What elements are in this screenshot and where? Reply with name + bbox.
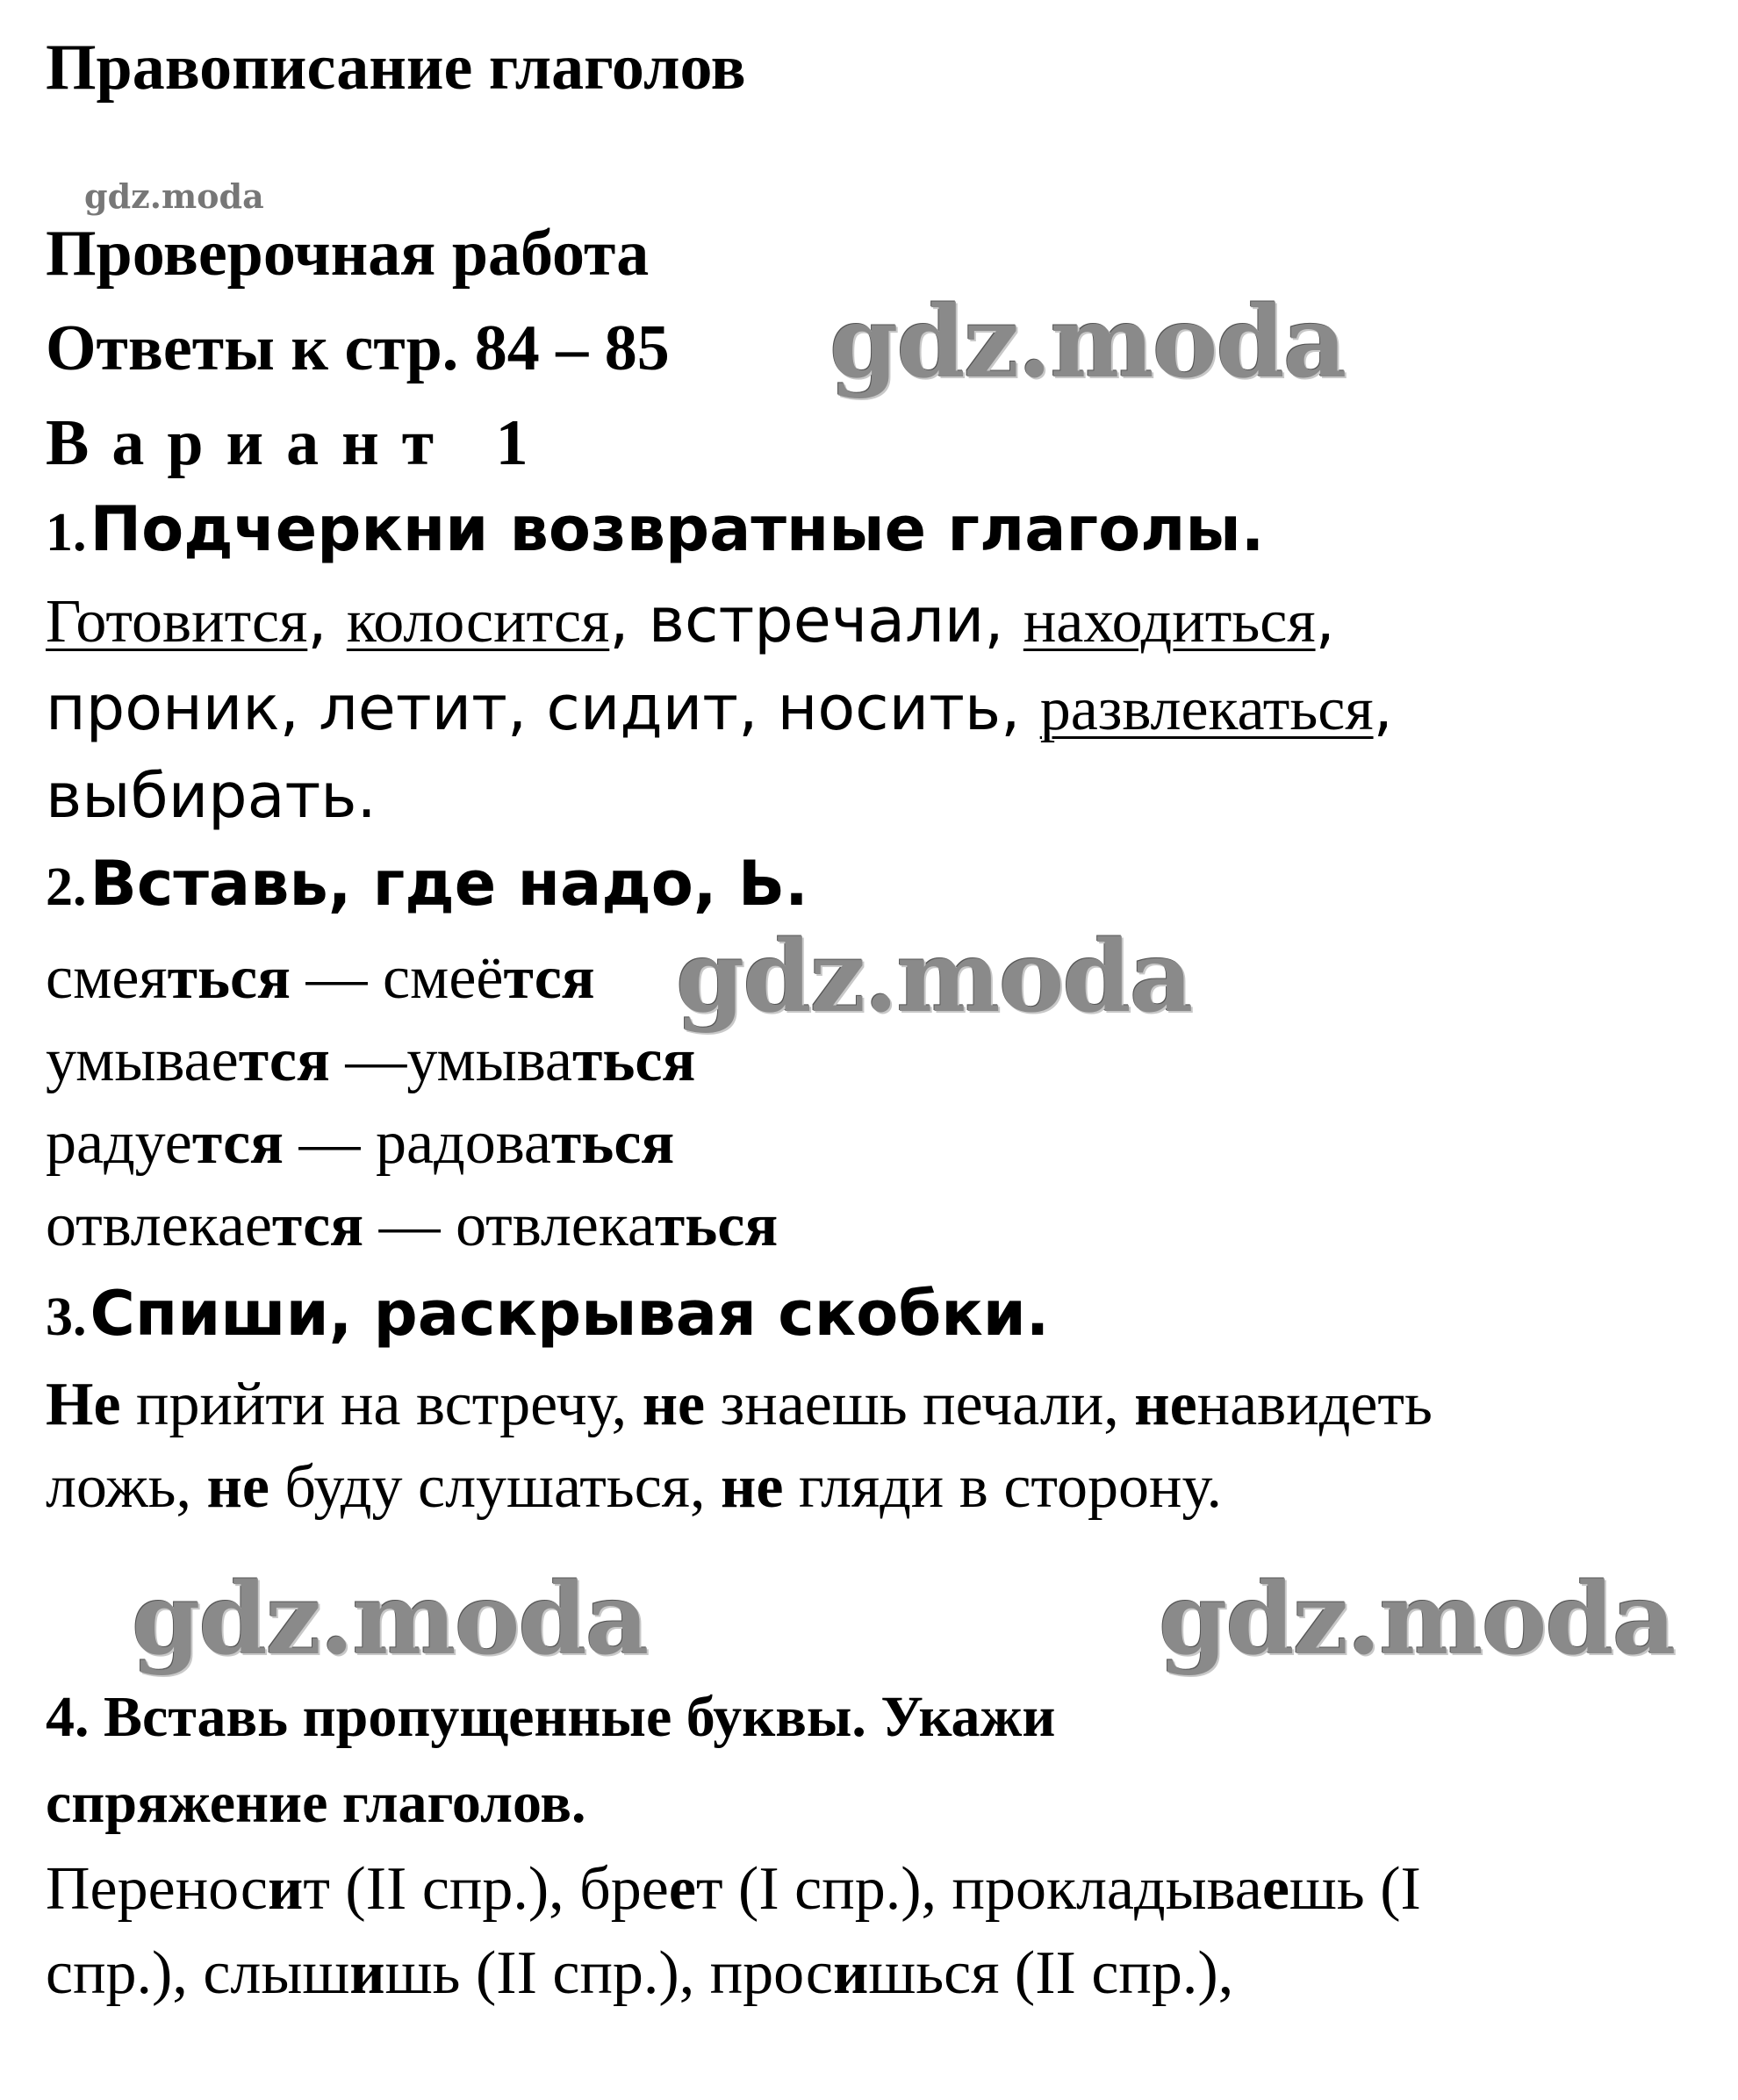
particle: не <box>206 1453 269 1521</box>
q1-answer-line-3: выбирать. <box>46 760 377 832</box>
q4-prompt-line-2: спряжение глаголов. <box>46 1771 586 1835</box>
q2-row-1 <box>46 944 595 1012</box>
text: знаешь печали, <box>705 1371 1135 1438</box>
watermark: gdz.moda <box>830 285 1346 400</box>
text: смея <box>46 944 168 1012</box>
q3-answer-line-2 <box>46 1453 1223 1521</box>
ending: ться <box>654 1192 779 1259</box>
particle: не <box>721 1453 784 1521</box>
separator: , <box>1315 584 1335 656</box>
inserted-letter: е <box>668 1855 696 1923</box>
q2-heading <box>46 848 808 920</box>
ending: ться <box>167 944 291 1012</box>
q3-prompt: Спиши, раскрывая скобки. <box>90 1278 1050 1350</box>
q1-prompt: Подчеркни возвратные глаголы. <box>90 493 1265 565</box>
text: — смеё <box>290 944 504 1012</box>
separator: , <box>609 584 649 656</box>
text: буду слушаться, <box>269 1453 721 1521</box>
text: спр.), слыш <box>46 1939 350 2007</box>
ending: тся <box>191 1109 284 1177</box>
particle: Не <box>46 1371 121 1438</box>
watermark: gdz.moda <box>132 1562 648 1677</box>
subtitle: Проверочная работа <box>46 218 650 290</box>
q3-heading <box>46 1278 1050 1350</box>
q3-number: 3. <box>46 1287 87 1347</box>
words: проник, летит, сидит, носить, <box>46 672 1021 744</box>
q2-number: 2. <box>46 857 87 917</box>
q4-answer-line-1 <box>46 1855 1421 1923</box>
pages-line <box>46 312 670 384</box>
separator: , <box>1373 672 1393 744</box>
q3-answer-line-1 <box>46 1371 1433 1438</box>
text: отвлекае <box>46 1192 272 1259</box>
text: ложь, <box>46 1453 207 1521</box>
ending: тся <box>238 1027 330 1094</box>
text: т (II спр.), бре <box>303 1855 669 1923</box>
word: встречали <box>648 584 985 656</box>
underlined-word: развлекаться <box>1039 676 1374 743</box>
inserted-letter: е <box>1261 1855 1289 1923</box>
inserted-letter: и <box>267 1855 304 1923</box>
pages-text: Ответы к стр. 84 – 85 <box>46 312 670 384</box>
text: умывае <box>46 1027 239 1094</box>
text: шь (I <box>1289 1855 1421 1923</box>
q1-answer-line-1 <box>46 584 1335 656</box>
text: —умыва <box>329 1027 572 1094</box>
watermark: gdz.moda <box>1159 1562 1675 1677</box>
q2-row-4 <box>46 1192 779 1259</box>
watermark-small: gdz.moda <box>84 176 264 216</box>
ending: тся <box>271 1192 364 1259</box>
variant-label: Вариант 1 <box>46 407 551 479</box>
text: гляди в сторону. <box>783 1453 1223 1521</box>
q2-row-2 <box>46 1027 696 1094</box>
separator: , <box>307 584 347 656</box>
text: шь (II спр.), прос <box>384 1939 833 2007</box>
ending: ться <box>550 1109 675 1177</box>
underlined-word: находиться <box>1023 588 1316 656</box>
q4-prompt-line-1: 4. Вставь пропущенные буквы. Укажи <box>46 1685 1056 1749</box>
page-title: Правописание глаголов <box>46 32 746 104</box>
text: Перенос <box>46 1855 268 1923</box>
particle: не <box>642 1371 706 1438</box>
q4-answer-line-2 <box>46 1939 1234 2007</box>
underlined-word: колосится <box>346 588 610 656</box>
ending: тся <box>503 944 595 1012</box>
text: прийти на встречу, <box>120 1371 643 1438</box>
particle: не <box>1134 1371 1197 1438</box>
separator: , <box>984 584 1023 656</box>
inserted-letter: и <box>833 1939 869 2007</box>
q1-number: 1. <box>46 503 87 563</box>
text: т (I спр.), прокладыва <box>695 1855 1262 1923</box>
q1-answer-line-2 <box>46 672 1393 744</box>
watermark: gdz.moda <box>676 920 1192 1035</box>
q1-heading <box>46 493 1265 565</box>
q2-prompt: Вставь, где надо, Ь. <box>90 848 808 920</box>
text: — отвлека <box>363 1192 655 1259</box>
text: шься (II спр.), <box>868 1939 1234 2007</box>
inserted-letter: и <box>349 1939 385 2007</box>
ending: ться <box>571 1027 696 1094</box>
q2-row-3 <box>46 1109 675 1177</box>
text: навидеть <box>1196 1371 1433 1438</box>
underlined-word: Готовится <box>46 588 308 656</box>
text: — радова <box>284 1109 551 1177</box>
text: радуе <box>46 1109 192 1177</box>
